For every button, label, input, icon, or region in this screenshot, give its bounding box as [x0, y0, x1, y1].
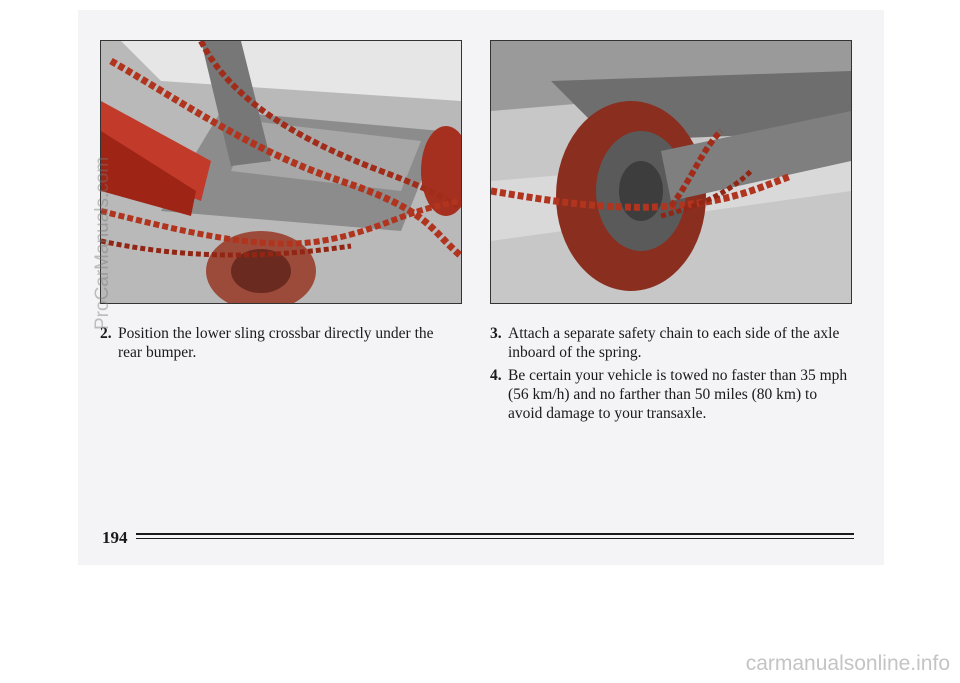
step-2-text [100, 324, 460, 362]
safety-chain-illustration [490, 40, 852, 304]
footer-rule [136, 533, 854, 541]
step-3-line-1: Attach a separate safety chain to each side of the axle [508, 325, 840, 342]
step-2-number: 2. [100, 325, 112, 342]
step-3-text [490, 324, 860, 362]
safety-chain-icon [491, 41, 851, 303]
bottom-watermark: carmanualsonline.info [745, 652, 950, 675]
towing-sling-icon [101, 41, 461, 303]
step-4-line-2: (56 km/h) and no farther than 50 miles (80 km) to [508, 386, 818, 403]
step-4-number: 4. [490, 367, 502, 384]
step-4-line-1: Be certain your vehicle is towed no faster than 35 mph [508, 367, 848, 384]
step-3-line-2: inboard of the spring. [508, 344, 642, 361]
footer-rule-thick [136, 533, 854, 535]
footer-rule-thin [136, 538, 854, 539]
step-2-line-2: rear bumper. [118, 344, 197, 361]
step-2-line-1: Position the lower sling crossbar directly under the [118, 325, 434, 342]
step-3-number: 3. [490, 325, 502, 342]
page-number: 194 [102, 528, 128, 547]
towing-sling-illustration [100, 40, 462, 304]
step-4-line-3: avoid damage to your transaxle. [508, 405, 707, 422]
step-4-text [490, 366, 860, 423]
side-watermark: ProCarManuals.com [92, 156, 113, 330]
